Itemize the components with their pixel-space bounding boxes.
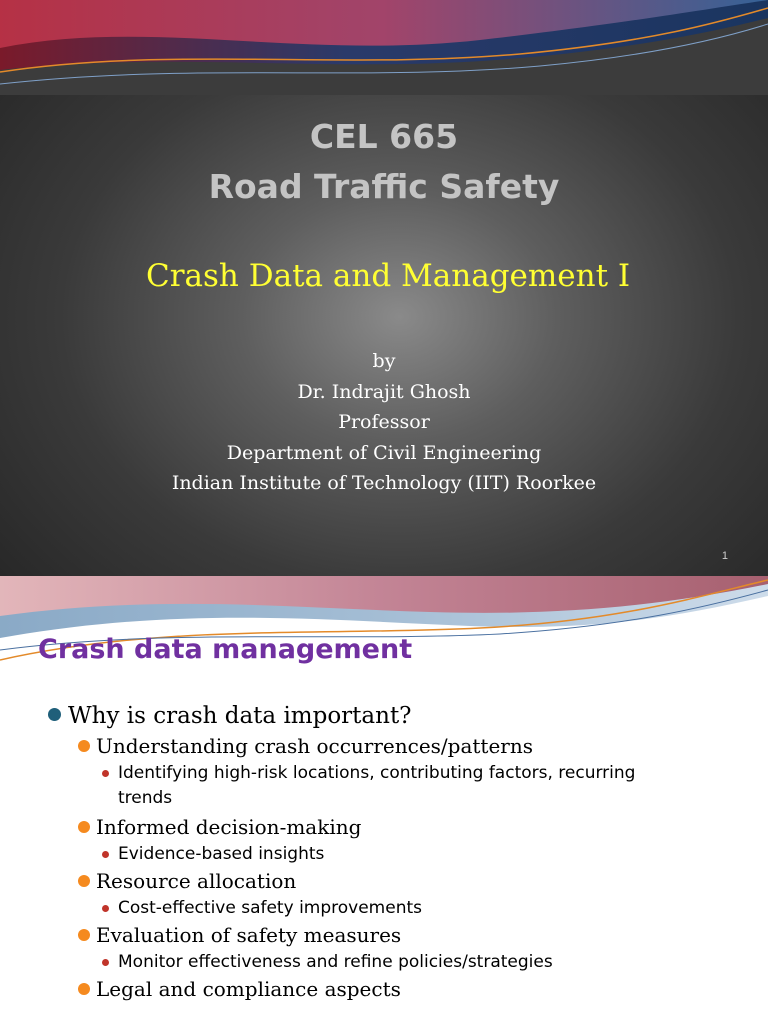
course-title bbox=[0, 112, 768, 212]
bullet-dot-icon bbox=[78, 875, 90, 887]
author-position: Professor bbox=[338, 411, 430, 433]
list-item bbox=[0, 950, 658, 975]
bullet-dot-icon bbox=[78, 929, 90, 941]
bullet-list bbox=[0, 700, 768, 1004]
header-swoosh-decoration bbox=[0, 0, 768, 95]
list-item bbox=[0, 921, 768, 950]
content-slide bbox=[0, 576, 768, 1024]
bullet-dot-icon bbox=[48, 708, 61, 721]
bullet-text: Informed decision-making bbox=[96, 815, 362, 839]
slide-heading: Crash data management bbox=[38, 634, 413, 665]
list-item bbox=[0, 842, 658, 867]
author-block bbox=[0, 346, 768, 499]
author-by: by bbox=[372, 350, 396, 372]
bullet-text: Identifying high-risk locations, contributing factors, recurring trends bbox=[118, 763, 636, 808]
bullet-dot-icon bbox=[102, 851, 109, 858]
bullet-text: Cost-effective safety improvements bbox=[118, 898, 422, 918]
list-item bbox=[0, 896, 658, 921]
list-item bbox=[0, 975, 768, 1004]
bullet-text: Legal and compliance aspects bbox=[96, 977, 401, 1001]
list-item bbox=[0, 700, 768, 732]
author-name: Dr. Indrajit Ghosh bbox=[297, 380, 471, 403]
bullet-text: Evidence-based insights bbox=[118, 844, 325, 864]
list-item bbox=[0, 813, 768, 842]
bullet-dot-icon bbox=[102, 959, 109, 966]
author-department: Department of Civil Engineering bbox=[226, 441, 542, 464]
lecture-subtitle: Crash Data and Management I bbox=[146, 258, 631, 294]
course-name: Road Traffic Safety bbox=[208, 167, 560, 206]
list-item bbox=[0, 761, 658, 813]
bullet-dot-icon bbox=[78, 821, 90, 833]
bullet-text: Understanding crash occurrences/patterns bbox=[96, 734, 534, 758]
bullet-dot-icon bbox=[102, 905, 109, 912]
list-item bbox=[0, 867, 768, 896]
slide-number: 1 bbox=[721, 550, 728, 562]
bullet-dot-icon bbox=[78, 983, 90, 995]
bullet-text: Why is crash data important? bbox=[68, 703, 412, 729]
bullet-dot-icon bbox=[78, 740, 90, 752]
bullet-text: Resource allocation bbox=[96, 869, 297, 893]
bullet-dot-icon bbox=[102, 770, 109, 777]
bullet-text: Evaluation of safety measures bbox=[96, 923, 402, 947]
list-item bbox=[0, 732, 768, 761]
bullet-text: Monitor effectiveness and refine policies/strategies bbox=[118, 952, 553, 972]
author-institute: Indian Institute of Technology (IIT) Roorkee bbox=[171, 472, 597, 494]
course-code: CEL 665 bbox=[309, 117, 459, 156]
